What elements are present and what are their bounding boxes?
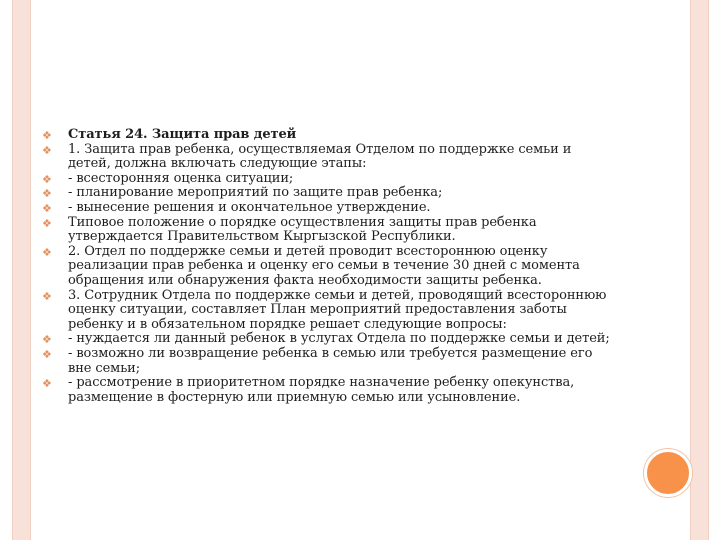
diamond-bullet-icon: ❖ [42,289,52,303]
list-item-text: Типовое положение о порядке осуществления защиты прав ребенка утверждается Правительством Кыргызской Республики. [68,214,537,245]
list-item-text: 2. Отдел по поддержке семьи и детей проводит всестороннюю оценку реализации прав ребенка и оценку его семьи в течение 30 дней с момента обращения или обнаружения факта необходимости защиты ребенка. [68,243,580,288]
diamond-bullet-icon: ❖ [42,216,52,230]
diamond-bullet-icon: ❖ [42,172,52,186]
diamond-bullet-icon: ❖ [42,333,52,347]
list-item [42,172,612,187]
list-item [42,216,612,245]
list-item-text: - возможно ли возвращение ребенка в семью или требуется размещение его вне семьи; [68,345,593,376]
diamond-bullet-icon: ❖ [42,187,52,201]
diamond-bullet-icon: ❖ [42,245,52,259]
article-title-text: Статья 24. Защита прав детей [68,127,297,142]
slide-content [42,128,612,405]
diamond-bullet-icon: ❖ [42,143,52,157]
list-item [42,376,612,405]
right-decorative-strip [690,0,709,540]
list-item [42,143,612,172]
list-item-text: 3. Сотрудник Отдела по поддержке семьи и детей, проводящий всестороннюю оценку ситуации, составляет План мероприятий предоставления заботы ребенку и в обязательном порядке решает следующие вопросы: [68,287,607,332]
list-item [42,347,612,376]
list-item [42,186,612,201]
list-item-text: - вынесение решения и окончательное утверждение. [68,199,431,215]
diamond-bullet-icon: ❖ [42,201,52,215]
list-item-text: 1. Защита прав ребенка, осуществляемая Отделом по поддержке семьи и детей, должна включать следующие этапы: [68,141,572,172]
diamond-bullet-icon: ❖ [42,347,52,361]
list-item [42,332,612,347]
decorative-orange-circle [644,449,692,497]
diamond-bullet-icon: ❖ [42,377,52,391]
article-title [42,128,612,143]
list-item-text: - планирование мероприятий по защите прав ребенка; [68,185,443,201]
list-item-text: - нуждается ли данный ребенок в услугах Отдела по поддержке семьи и детей; [68,331,610,347]
list-item [42,245,612,289]
left-decorative-strip [12,0,31,540]
diamond-bullet-icon: ❖ [42,129,52,142]
list-item-text: - рассмотрение в приоритетном порядке назначение ребенку опекунства, размещение в фостерную или приемную семью или усыновление. [68,375,575,405]
list-item-text: - всесторонняя оценка ситуации; [68,170,294,186]
list-item [42,289,612,333]
list-item [42,201,612,216]
